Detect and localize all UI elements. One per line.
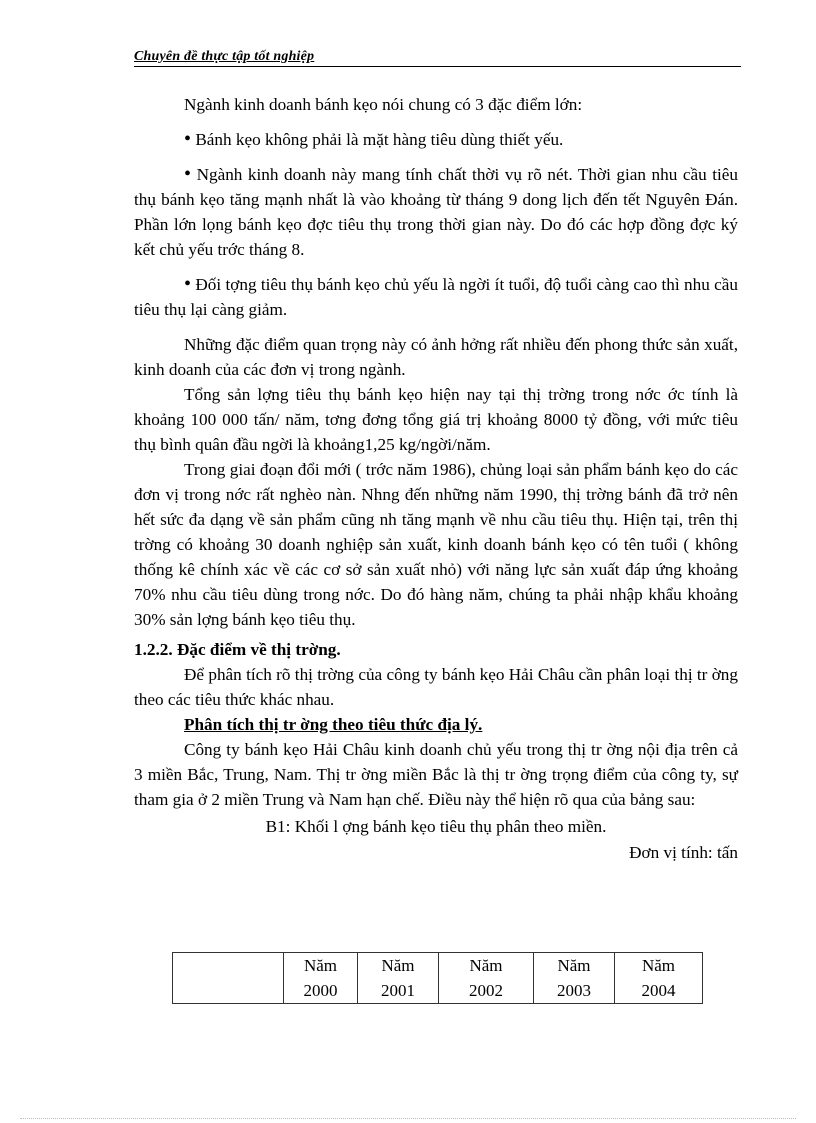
year-header-cell: Năm 2001 bbox=[358, 953, 439, 1004]
bullet-icon: • bbox=[184, 163, 192, 185]
table-caption: B1: Khối l ợng bánh kẹo tiêu thụ phân theo miền. bbox=[265, 817, 607, 836]
bullet-item-1: • Bánh kẹo không phải là mặt hàng tiêu dùng thiết yếu. bbox=[184, 128, 564, 150]
bullet-item-3: • Đối tợng tiêu thụ bánh kẹo chủ yếu là ngời ít tuổi, độ tuổi càng cao thì nhu cầu tiêu thụ lại càng giảm. bbox=[134, 273, 738, 319]
year-header-cell: Năm 2002 bbox=[439, 953, 534, 1004]
page-header bbox=[134, 48, 741, 67]
paragraph-consumption: Tổng sản lợng tiêu thụ bánh kẹo hiện nay tại thị trờng trong nớc ớc tính là khoảng 100 000 tấn/ năm, tơng đơng tổng giá trị khoảng 8000 tỷ đồng, với mức tiêu thụ bình quân đầu ngời là khoảng1,25 kg/ngời/năm. bbox=[134, 385, 738, 454]
section-heading: 1.2.2. Đặc điểm về thị trờng. bbox=[134, 640, 341, 659]
year-header-cell: Năm 2003 bbox=[534, 953, 615, 1004]
document-body bbox=[134, 92, 738, 865]
sales-table bbox=[172, 952, 703, 1004]
year-header-cell: Năm 2000 bbox=[284, 953, 358, 1004]
subheading: Phân tích thị tr ờng theo tiêu thức địa lý. bbox=[184, 715, 483, 734]
paragraph-history: Trong giai đoạn đổi mới ( trớc năm 1986), chủng loại sản phẩm bánh kẹo do các đơn vị trong nớc rất nghèo nàn. Nhng đến những năm 1990, thị trờng bánh đã trở nên hết sức đa dạng về sản phẩm cũng nh tăng mạnh về nhu cầu tiêu thụ. Hiện tại, trên thị trờng có khoảng 30 doanh nghiệp sản xuất, kinh doanh bánh kẹo có tên tuổi ( không thống kê chính xác về các cơ sở sản xuất nhỏ) với năng lực sản xuất đáp ứng khoảng 70% nhu cầu tiêu dùng trong nớc. Do đó hàng năm, chúng ta phải nhập khẩu khoảng 30% sản lợng bánh kẹo tiêu thụ. bbox=[134, 460, 738, 629]
bullet-icon: • bbox=[184, 273, 192, 295]
header-title: Chuyên đề thực tập tốt nghiệp bbox=[134, 49, 315, 64]
paragraph-market-analysis: Để phân tích rõ thị trờng của công ty bánh kẹo Hải Châu cần phân loại thị tr ờng theo các tiêu thức khác nhau. bbox=[134, 665, 738, 709]
unit-label: Đơn vị tính: tấn bbox=[629, 843, 738, 862]
paragraph-geography: Công ty bánh kẹo Hải Châu kinh doanh chủ yếu trong thị tr ờng nội địa trên cả 3 miền Bắc, Trung, Nam. Thị tr ờng miền Bắc là thị tr ờng trọng điểm của công ty, sự tham gia ở 2 miền Trung và Nam hạn chế. Điều này thể hiện rõ qua của bảng sau: bbox=[134, 740, 738, 809]
page-bottom-divider bbox=[20, 1118, 796, 1119]
bullet-icon: • bbox=[184, 128, 192, 150]
year-header-cell: Năm 2004 bbox=[615, 953, 703, 1004]
table-corner-cell bbox=[173, 953, 284, 1004]
intro-paragraph: Ngành kinh doanh bánh kẹo nói chung có 3 đặc điểm lớn: bbox=[184, 95, 583, 114]
table-header-row bbox=[173, 953, 703, 1004]
bullet-item-2: • Ngành kinh doanh này mang tính chất thời vụ rõ nét. Thời gian nhu cầu tiêu thụ bánh kẹo tăng mạnh nhất là vào khoảng từ tháng 9 dong lịch đến tết Nguyên Đán. Phần lớn lọng bánh kẹo đợc tiêu thụ trong thời gian này. Do đó các hợp đồng đợc ký kết chủ yếu trớc tháng 8. bbox=[134, 163, 738, 259]
paragraph-impact: Những đặc điểm quan trọng này có ảnh hởng rất nhiều đến phong thức sản xuất, kinh doanh của các đơn vị trong ngành. bbox=[134, 335, 738, 379]
